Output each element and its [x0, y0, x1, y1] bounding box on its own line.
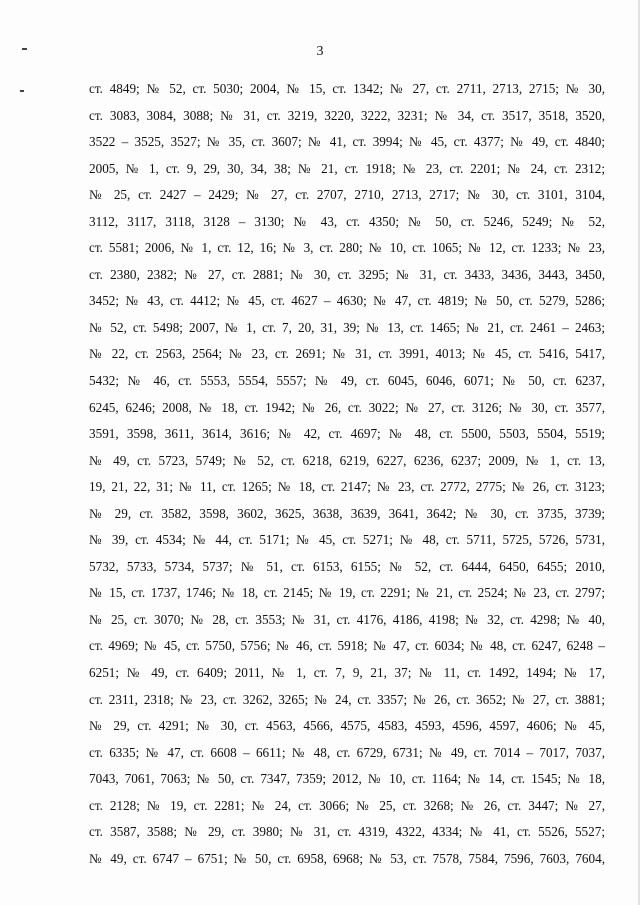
text-line: 6251; № 49, ст. 6409; 2011, № 1, ст. 7, 9, 21, 37; № 11, ст. 1492, 1494; № 17, — [89, 665, 605, 681]
scan-mark — [20, 90, 24, 92]
text-line: № 29, ст. 3582, 3598, 3602, 3625, 3638, 3639, 3641, 3642; № 30, ст. 3735, 3739; — [89, 505, 605, 521]
text-line: 5732, 5733, 5734, 5737; № 51, ст. 6153, 6155; № 52, ст. 6444, 6450, 6455; 2010, — [89, 558, 605, 574]
text-line: 7043, 7061, 7063; № 50, ст. 7347, 7359; 2012, № 10, ст. 1164; № 14, ст. 1545; № 18, — [89, 771, 605, 787]
text-line: 19, 21, 22, 31; № 11, ст. 1265; № 18, ст. 2147; № 23, ст. 2772, 2775; № 26, ст. 3123; — [89, 479, 605, 495]
text-line: ст. 4849; № 52, ст. 5030; 2004, № 15, ст. 1342; № 27, ст. 2711, 2713, 2715; № 30, — [89, 81, 605, 96]
text-line: ст. 3083, 3084, 3088; № 31, ст. 3219, 3220, 3222, 3231; № 34, ст. 3517, 3518, 3520, — [89, 107, 605, 123]
page-number: 3 — [316, 44, 324, 59]
text-line: № 39, ст. 4534; № 44, ст. 5171; № 45, ст. 5271; № 48, ст. 5711, 5725, 5726, 5731, — [89, 532, 605, 548]
text-line: № 25, ст. 2427 – 2429; № 27, ст. 2707, 2710, 2713, 2717; № 30, ст. 3101, 3104, — [89, 187, 605, 203]
text-line: 5432; № 46, ст. 5553, 5554, 5557; № 49, ст. 6045, 6046, 6071; № 50, ст. 6237, — [89, 373, 605, 389]
text-line: 3112, 3117, 3118, 3128 – 3130; № 43, ст. 4350; № 50, ст. 5246, 5249; № 52, — [89, 213, 605, 229]
text-line: ст. 2380, 2382; № 27, ст. 2881; № 30, ст. 3295; № 31, ст. 3433, 3436, 3443, 3450, — [89, 266, 605, 282]
text-line: 6245, 6246; 2008, № 18, ст. 1942; № 26, ст. 3022; № 27, ст. 3126; № 30, ст. 3577, — [89, 399, 605, 415]
text-line: № 49, ст. 5723, 5749; № 52, ст. 6218, 6219, 6227, 6236, 6237; 2009, № 1, ст. 13, — [89, 452, 605, 468]
text-line: ст. 2311, 2318; № 23, ст. 3262, 3265; № 24, ст. 3357; № 26, ст. 3652; № 27, ст. 3881; — [89, 691, 605, 707]
text-line: 3591, 3598, 3611, 3614, 3616; № 42, ст. 4697; № 48, ст. 5500, 5503, 5504, 5519; — [89, 426, 605, 442]
body-text — [89, 76, 605, 872]
text-line: № 49, ст. 6747 – 6751; № 50, ст. 6958, 6968; № 53, ст. 7578, 7584, 7596, 7603, 7604, — [89, 850, 605, 866]
text-line: 3452; № 43, ст. 4412; № 45, ст. 4627 – 4630; № 47, ст. 4819; № 50, ст. 5279, 5286; — [89, 293, 605, 309]
text-line: ст. 6335; № 47, ст. 6608 – 6611; № 48, ст. 6729, 6731; № 49, ст. 7014 – 7017, 7037, — [89, 744, 605, 760]
text-line: № 22, ст. 2563, 2564; № 23, ст. 2691; № 31, ст. 3991, 4013; № 45, ст. 5416, 5417, — [89, 346, 605, 362]
text-line: ст. 2128; № 19, ст. 2281; № 24, ст. 3066; № 25, ст. 3268; № 26, ст. 3447; № 27, — [89, 797, 605, 813]
text-line: № 29, ст. 4291; № 30, ст. 4563, 4566, 4575, 4583, 4593, 4596, 4597, 4606; № 45, — [89, 718, 605, 734]
text-line: № 15, ст. 1737, 1746; № 18, ст. 2145; № 19, ст. 2291; № 21, ст. 2524; № 23, ст. 2797; — [89, 585, 605, 601]
text-line: № 52, ст. 5498; 2007, № 1, ст. 7, 20, 31, 39; № 13, ст. 1465; № 21, ст. 2461 – 2463; — [89, 319, 605, 335]
text-line: ст. 5581; 2006, № 1, ст. 12, 16; № 3, ст. 280; № 10, ст. 1065; № 12, ст. 1233; № 23, — [89, 240, 605, 256]
text-line: № 25, ст. 3070; № 28, ст. 3553; № 31, ст. 4176, 4186, 4198; № 32, ст. 4298; № 40, — [89, 611, 605, 627]
text-line: ст. 3587, 3588; № 29, ст. 3980; № 31, ст. 4319, 4322, 4334; № 41, ст. 5526, 5527; — [89, 824, 605, 840]
text-line: 3522 – 3525, 3527; № 35, ст. 3607; № 41, ст. 3994; № 45, ст. 4377; № 49, ст. 4840; — [89, 134, 605, 150]
text-line: ст. 4969; № 45, ст. 5750, 5756; № 46, ст. 5918; № 47, ст. 6034; № 48, ст. 6247, 6248 – — [89, 638, 605, 654]
text-line: 2005, № 1, ст. 9, 29, 30, 34, 38; № 21, ст. 1918; № 23, ст. 2201; № 24, ст. 2312; — [89, 160, 605, 176]
